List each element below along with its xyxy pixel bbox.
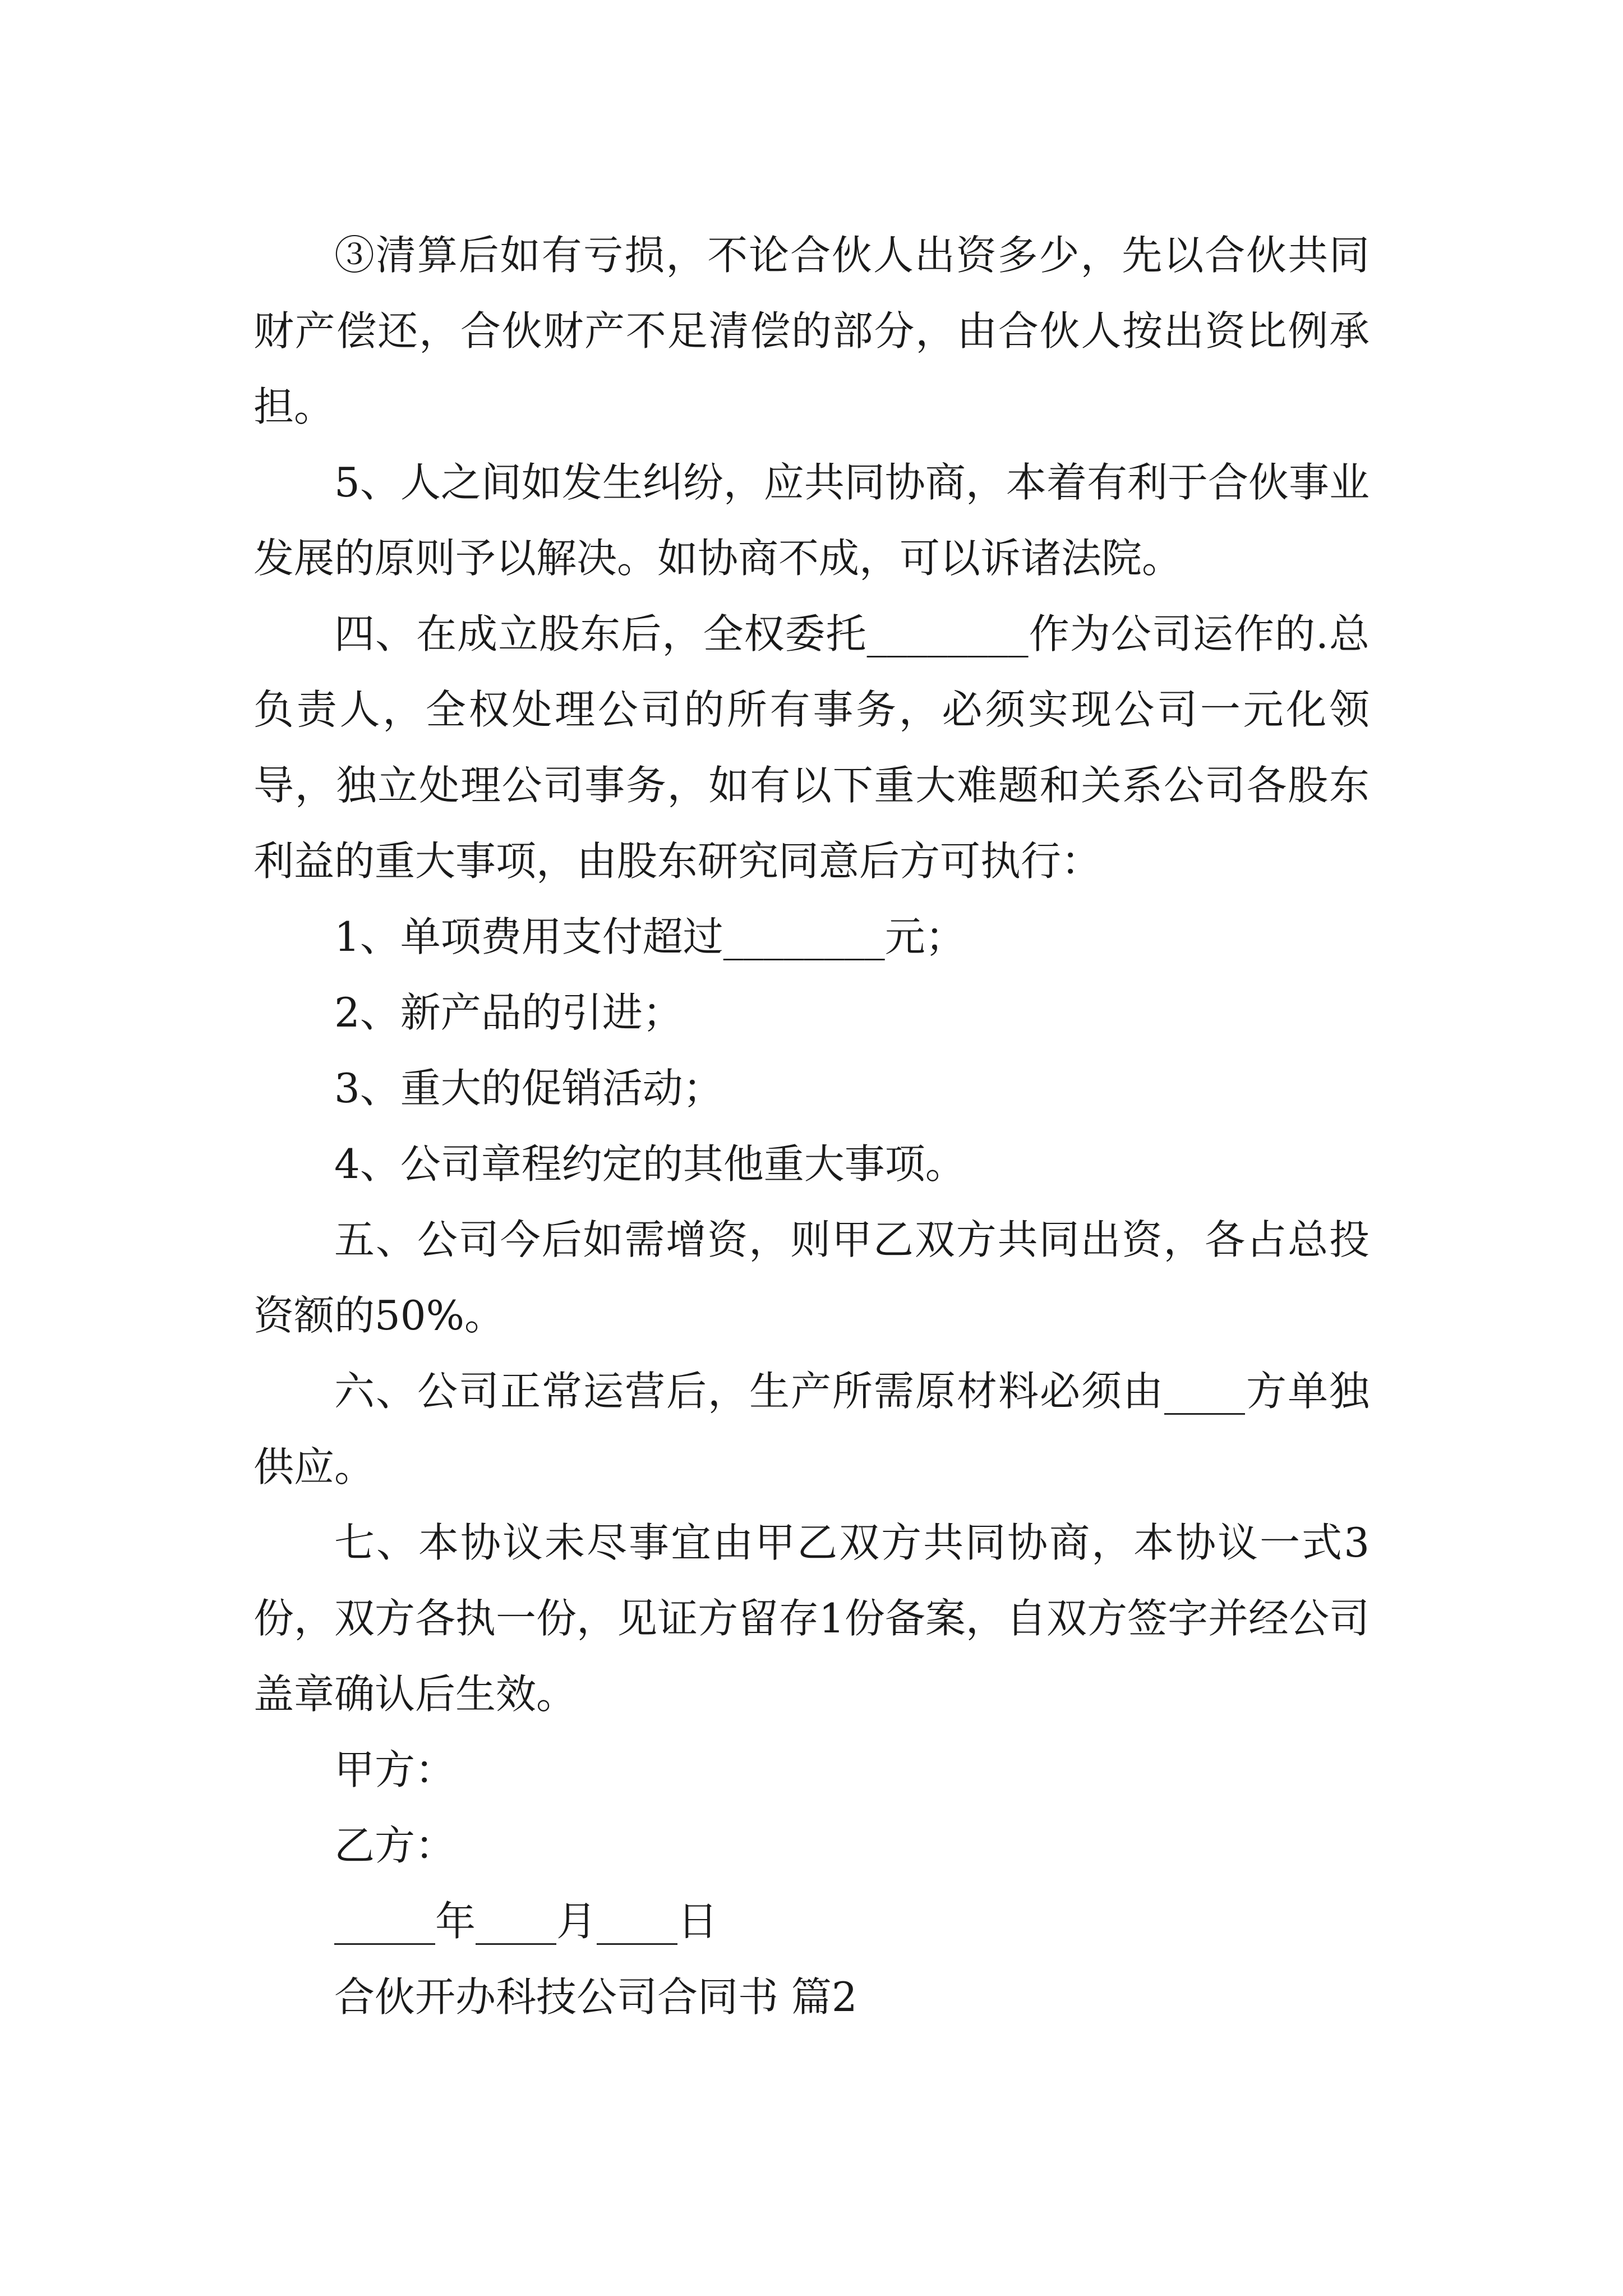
paragraph-loss-liquidation: ③清算后如有亏损，不论合伙人出资多少，先以合伙共同财产偿还，合伙财产不足清偿的部分，由合伙人按出资比例承担。	[253, 232, 1370, 430]
paragraph-item-four: 4、公司章程约定的其他重大事项。	[334, 1140, 966, 1188]
paragraph-item-one: 1、单项费用支付超过________元；	[334, 913, 966, 960]
paragraph-article-five: 五、公司今后如需增资，则甲乙双方共同出资，各占总投资额的50%。	[253, 1216, 1370, 1339]
document-body	[253, 218, 1370, 2035]
paragraph-dispute-resolution: 5、人之间如发生纠纷，应共同协商，本着有利于合伙事业发展的原则予以解决。如协商不成，可以诉诸法院。	[253, 459, 1370, 582]
paragraph-item-two: 2、新产品的引进；	[334, 989, 683, 1036]
signature-date: _____年____月____日	[334, 1898, 718, 1945]
paragraph-article-four: 四、在成立股东后，全权委托________作为公司运作的.总负责人，全权处理公司的所有事务，必须实现公司一元化领导，独立处理公司事务，如有以下重大难题和关系公司各股东利益的重大事项，由股东研究同意后方可执行：	[253, 610, 1370, 885]
paragraph-article-seven: 七、本协议未尽事宜由甲乙双方共同协商，本协议一式3份，双方各执一份，见证方留存1份备案，自双方签字并经公司盖章确认后生效。	[253, 1519, 1370, 1718]
signature-party-b: 乙方：	[334, 1822, 456, 1869]
section-heading: 合伙开办科技公司合同书 篇2	[334, 1973, 857, 2021]
paragraph-item-three: 3、重大的促销活动；	[334, 1065, 723, 1112]
paragraph-article-six: 六、公司正常运营后，生产所需原材料必须由____方单独供应。	[253, 1368, 1370, 1490]
signature-party-a: 甲方：	[334, 1746, 456, 1793]
